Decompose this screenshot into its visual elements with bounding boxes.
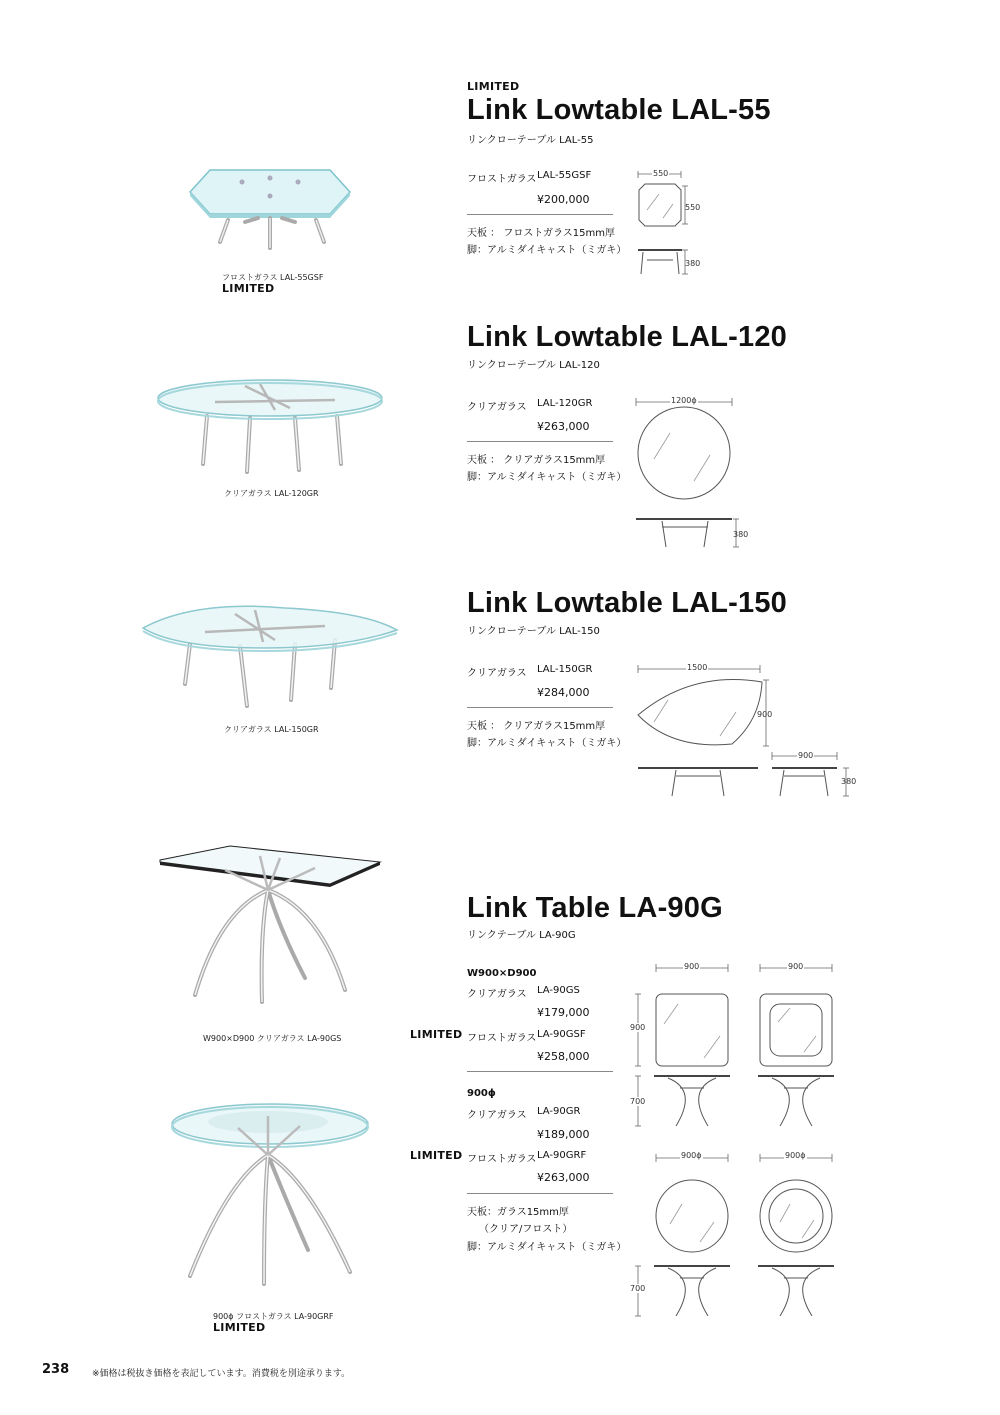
lal150-spec-leg: 脚：アルミダイキャスト（ミガキ）	[467, 738, 627, 749]
la90grf-photo-caption: 900ϕ フロストガラス LA-90GRF	[213, 1312, 334, 1321]
product-photo-lal120	[155, 372, 385, 482]
lal55-spec-leg: 脚：アルミダイキャスト（ミガキ）	[467, 245, 627, 256]
la90gsf-code: LA-90GSF	[537, 1029, 586, 1040]
lal120-variant-code: LAL-120GR	[537, 398, 593, 409]
lal55-dim-depth: 550	[685, 203, 701, 212]
lal150-subtitle: リンクローテーブル LAL-150	[467, 626, 600, 637]
lal55-title: Link Lowtable LAL-55	[467, 94, 771, 126]
lal55-divider	[467, 214, 613, 215]
la90g-spec-top-material: （クリア/フロスト）	[479, 1224, 573, 1235]
lal55-photo-illustration	[170, 130, 370, 260]
la90g-square-header: W900×D900	[467, 968, 537, 979]
la90g-dim-round-dia-1: 900ϕ	[681, 1151, 702, 1160]
la90grf-label: フロストガラス	[467, 1154, 537, 1165]
la90gsf-price: ¥258,000	[537, 1050, 590, 1063]
la90gsf-label: フロストガラス	[467, 1033, 537, 1044]
la90grf-caption-limited: LIMITED	[213, 1321, 266, 1334]
lal150-price: ¥284,000	[537, 686, 590, 699]
lal55-variant-label: フロストガラス	[467, 174, 537, 185]
la90g-dim-sq-depth: 900	[630, 1023, 646, 1032]
la90g-dim-sq-width-1: 900	[684, 962, 700, 971]
lal55-variant-code: LAL-55GSF	[537, 170, 592, 181]
la90g-divider-2	[467, 1193, 613, 1194]
lal55-price: ¥200,000	[537, 193, 590, 206]
lal150-variant-code: LAL-150GR	[537, 664, 593, 675]
la90grf-code: LA-90GRF	[537, 1150, 587, 1161]
lal55-spec-top: 天板 ： フロストガラス15mm厚	[467, 228, 615, 239]
la90g-title: Link Table LA-90G	[467, 892, 723, 924]
la90gs-code: LA-90GS	[537, 985, 580, 996]
la90gs-price: ¥179,000	[537, 1006, 590, 1019]
lal120-variant-label: クリアガラス	[467, 402, 527, 413]
lal120-dim-height: 380	[733, 530, 749, 539]
product-photo-la90grf	[168, 1100, 378, 1290]
lal55-caption-limited: LIMITED	[222, 282, 275, 295]
price-footnote: ※価格は税抜き価格を表記しています。消費税を別途承ります。	[92, 1369, 351, 1379]
lal150-spec-top: 天板 ： クリアガラス15mm厚	[467, 721, 606, 732]
la90g-spec-leg: 脚：アルミダイキャスト（ミガキ）	[467, 1242, 627, 1253]
lal120-spec-leg: 脚：アルミダイキャスト（ミガキ）	[467, 472, 627, 483]
lal55-dim-height: 380	[685, 259, 701, 268]
product-photo-lal55	[170, 130, 370, 260]
la90gs-label: クリアガラス	[467, 989, 527, 1000]
lal120-divider	[467, 441, 613, 442]
lal150-dim-side-width: 900	[798, 751, 814, 760]
la90gs-photo-illustration	[150, 840, 390, 1010]
la90g-subtitle: リンクテーブル LA-90G	[467, 930, 576, 941]
lal150-dim-width: 1500	[687, 663, 708, 672]
lal120-price: ¥263,000	[537, 420, 590, 433]
la90g-dimension-drawing	[628, 960, 848, 1330]
la90g-dim-round-dia-2: 900ϕ	[785, 1151, 806, 1160]
lal150-dim-height: 380	[841, 777, 857, 786]
lal120-spec-top: 天板 ： クリアガラス15mm厚	[467, 455, 606, 466]
lal120-subtitle: リンクローテーブル LAL-120	[467, 360, 600, 371]
lal150-divider	[467, 707, 613, 708]
la90g-round-header: 900ϕ	[467, 1088, 496, 1099]
lal55-photo-caption: フロストガラス LAL-55GSF	[222, 273, 324, 282]
la90g-dim-height-1: 700	[630, 1097, 646, 1106]
lal120-photo-illustration	[155, 372, 385, 482]
lal150-photo-illustration	[135, 600, 405, 710]
product-photo-lal150	[135, 600, 405, 710]
la90g-dim-sq-width-2: 900	[788, 962, 804, 971]
lal150-dim-depth: 900	[757, 710, 773, 719]
lal55-dim-width: 550	[653, 169, 669, 178]
lal120-title: Link Lowtable LAL-120	[467, 321, 788, 353]
la90g-divider-1	[467, 1071, 613, 1072]
lal150-photo-caption: クリアガラス LAL-150GR	[224, 725, 319, 734]
la90gr-label: クリアガラス	[467, 1110, 527, 1121]
la90gsf-limited: LIMITED	[410, 1028, 463, 1041]
la90grf-price: ¥263,000	[537, 1171, 590, 1184]
lal120-dimension-drawing	[632, 393, 752, 553]
lal55-subtitle: リンクローテーブル LAL-55	[467, 135, 594, 146]
la90gs-photo-caption: W900×D900 クリアガラス LA-90GS	[203, 1034, 342, 1043]
lal120-photo-caption: クリアガラス LAL-120GR	[224, 489, 319, 498]
la90grf-limited: LIMITED	[410, 1149, 463, 1162]
lal150-title: Link Lowtable LAL-150	[467, 587, 788, 619]
page-number: 238	[42, 1362, 70, 1377]
lal120-dim-diameter: 1200ϕ	[671, 396, 697, 405]
lal55-limited-badge: LIMITED	[467, 80, 520, 93]
lal150-variant-label: クリアガラス	[467, 668, 527, 679]
la90g-spec-top: 天板：ガラス15mm厚	[467, 1207, 569, 1218]
la90grf-photo-illustration	[168, 1100, 378, 1290]
la90gr-price: ¥189,000	[537, 1128, 590, 1141]
product-photo-la90gs	[150, 840, 390, 1010]
lal150-dimension-drawing	[632, 660, 862, 800]
la90gr-code: LA-90GR	[537, 1106, 581, 1117]
la90g-dim-height-2: 700	[630, 1284, 646, 1293]
